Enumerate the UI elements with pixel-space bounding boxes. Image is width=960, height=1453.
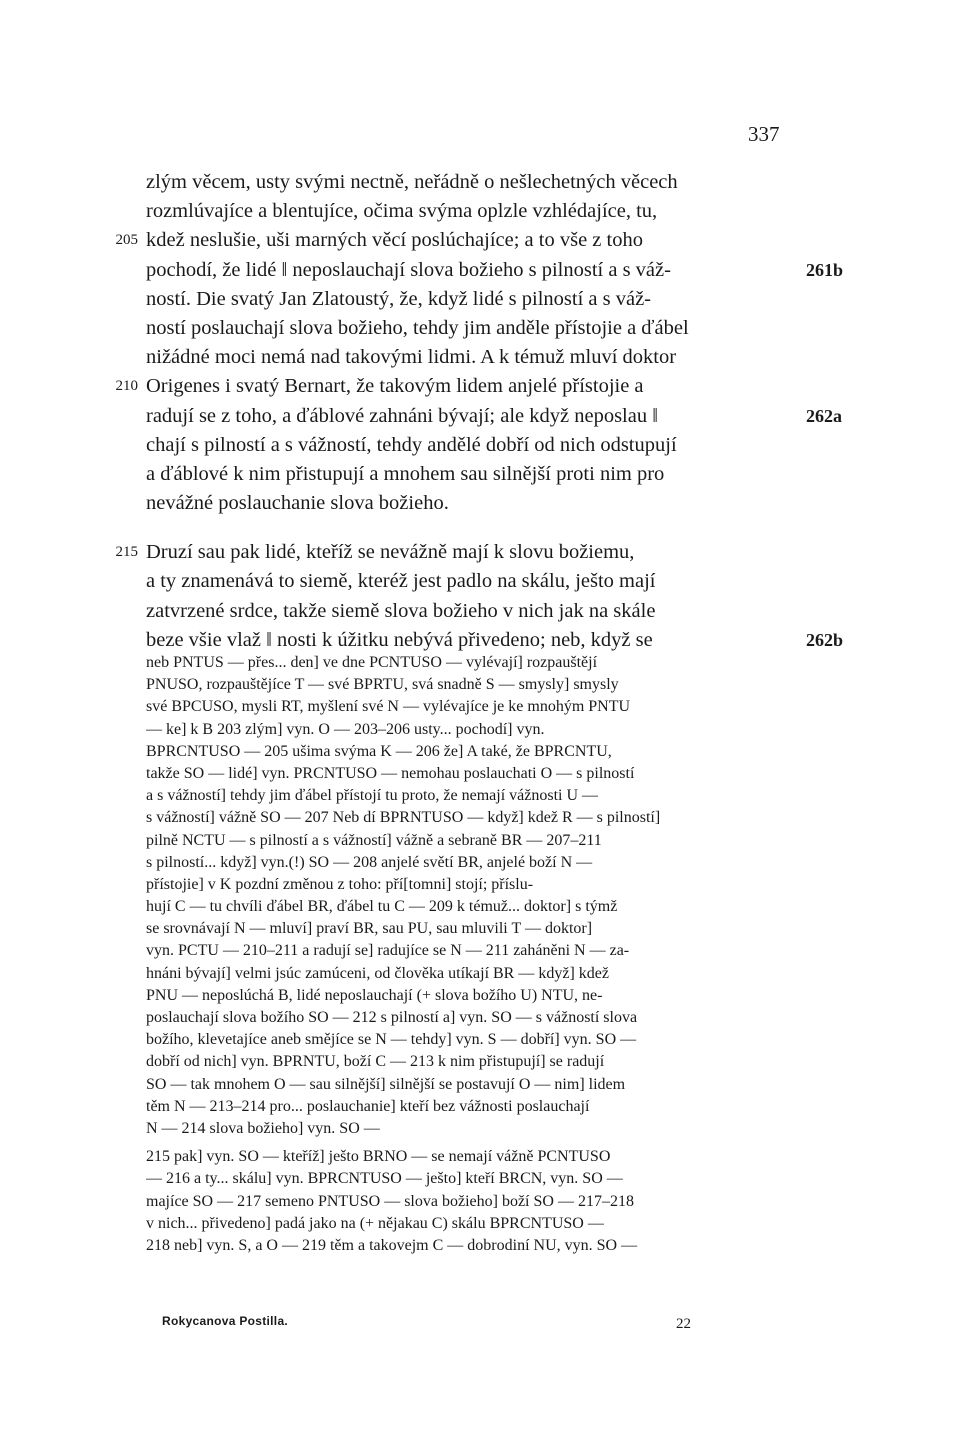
main-text-line (146, 168, 796, 197)
line-text: beze všie vlaž ‖ nosti k úžitku nebývá přivedeno; neb, když se (146, 628, 653, 651)
apparatus-line: poslauchají slova božího SO — 212 s pilností a] vyn. SO — s vážností slova (146, 1009, 638, 1026)
line-text: Origenes i svatý Bernart, že takovým lidem anjelé přístojie a (146, 375, 644, 398)
line-number: 215 (115, 544, 138, 561)
apparatus-line: pilně NCTU — s pilností a s vážností] vážně a sebraně BR — 207–211 (146, 831, 602, 849)
main-text-line (115, 226, 796, 255)
main-text-line (146, 567, 796, 596)
line-text: nižádné moci nemá nad takovými lidmi. A k témuž mluví doktor (146, 346, 677, 369)
main-text-line (146, 197, 796, 226)
apparatus-line: hnáni bývají] velmi jsúc zamúceni, od člověka utíkají BR — když] kdež (146, 964, 609, 982)
main-text-line (115, 538, 796, 567)
apparatus-line: těm N — 213–214 pro... poslauchanie] kteří bez vážnosti poslauchají (146, 1097, 590, 1115)
apparatus-line: s vážností] vážně SO — 207 Neb dí BPRNTUSO — když] kdež R — s pilností] (146, 809, 661, 827)
apparatus-line: 218 neb] vyn. S, a O — 219 těm a takovejm C — dobrodiní NU, vyn. SO — (146, 1236, 638, 1254)
line-text: kdež neslušie, uši marných věcí poslúchajíce; a to vše z toho (146, 229, 643, 252)
line-text: pochodí, že lidé ‖ neposlauchají slova božieho s pilností a s váž- (146, 258, 671, 281)
main-text-line (146, 343, 796, 372)
line-number: 205 (115, 232, 138, 249)
line-text: ností. Die svatý Jan Zlatoustý, že, když lidé s pilností a s váž- (146, 287, 652, 310)
apparatus-line: a s vážností] tehdy jim ďábel přístojí tu proto, že nemají vážnosti U — (146, 787, 599, 805)
apparatus-line: PNU — neposlúchá B, lidé neposlauchají (+ slova božího U) NTU, ne- (146, 986, 603, 1004)
line-text: zatvrzené srdce, takže siemě slova božieho v nich jak na skále (146, 599, 656, 622)
line-text: radují se z toho, a ďáblové zahnáni bývají; ale když neposlau ‖ (146, 404, 658, 427)
main-text-line (146, 431, 796, 460)
apparatus-line: takže SO — lidé] vyn. PRCNTUSO — nemohau poslauchati O — s pilností (146, 764, 635, 782)
critical-apparatus (146, 652, 796, 1257)
apparatus-line: své BPCUSO, mysli RT, myšlení své N — vylévajíce je ke mnohým PNTU (146, 698, 631, 716)
printer-signature: Rokycanova Postilla. (162, 1314, 289, 1328)
apparatus-line: BPRCNTUSO — 205 ušima svýma K — 206 že] A také, že BPRCNTU, (146, 742, 612, 760)
apparatus-line: v nich... přivedeno] padá jako na (+ nějakau C) skálu BPRCNTUSO — (146, 1214, 604, 1232)
main-text (115, 168, 844, 655)
apparatus-line: hují C — tu chvíli ďábel BR, ďábel tu C — 209 k témuž... doktor] s týmž (146, 898, 618, 916)
main-text-line (146, 597, 796, 626)
apparatus-line: neb PNTUS — přes... den] ve dne PCNTUSO — vylévají] rozpauštějí (146, 654, 598, 671)
apparatus-line: — 216 a ty... skálu] vyn. BPRCNTUSO — ješto] kteří BRCN, vyn. SO — (146, 1170, 623, 1188)
main-text-line (115, 372, 796, 401)
line-text: nevážné poslauchanie slova božieho. (146, 492, 449, 515)
line-text: rozmlúvajíce a blentujíce, očima svýma oplzle vzhlédajíce, tu, (146, 200, 658, 223)
line-text: Druzí sau pak lidé, kteříž se nevážně mají k slovu božiemu, (146, 541, 635, 564)
apparatus-line: 215 pak] vyn. SO — kteříž] ješto BRNO — se nemají vážně PCNTUSO (146, 1148, 611, 1166)
apparatus-line: s pilností... když] vyn.(!) SO — 208 anjelé světí BR, anjelé boží N — (146, 853, 593, 871)
folio-reference: 262a (806, 405, 842, 426)
apparatus-line: přístojie] v K pozdní změnou z toho: pří[tomni] stojí; příslu- (146, 875, 534, 893)
apparatus-line: vyn. PCTU — 210–211 a radují se] radujíce se N — 211 zaháněni N — za- (146, 942, 630, 960)
folio-reference: 262b (806, 629, 844, 650)
apparatus-line: se srovnávají N — mluví] praví BR, sau PU, sau mluvili T — doktor] (146, 920, 593, 938)
apparatus-line: PNUSO, rozpauštějíce T — své BPRTU, svá snadně S — smysly] smysly (146, 676, 619, 694)
main-text-line (146, 285, 796, 314)
apparatus-line: majíce SO — 217 semeno PNTUSO — slova božieho] boží SO — 217–218 (146, 1192, 634, 1210)
apparatus-line: N — 214 slova božieho] vyn. SO — (146, 1119, 380, 1137)
main-text-line (146, 489, 796, 518)
folio-reference: 261b (806, 259, 844, 280)
main-text-line (146, 626, 844, 655)
main-text-line (146, 402, 842, 431)
main-text-line (146, 314, 796, 343)
page-number: 337 (748, 122, 780, 146)
line-text: chají s pilností a s vážností, tehdy andělé dobří od nich odstupují (146, 433, 677, 456)
main-text-line (146, 256, 844, 285)
line-text: a ty znamenává to siemě, kteréž jest padlo na skálu, ješto mají (146, 570, 656, 593)
line-text: zlým věcem, usty svými nectně, neřádně o nešlechetných věcech (146, 171, 678, 193)
line-text: a ďáblové k nim přistupují a mnohem sau silnější proti nim pro (146, 462, 665, 485)
sheet-number: 22 (676, 1316, 691, 1332)
line-number: 210 (115, 378, 138, 395)
apparatus-line: SO — tak mnohem O — sau silnější] silnější se postavují O — nim] lidem (146, 1075, 626, 1093)
apparatus-line: božího, klevetajíce aneb smějíce se N — tehdy] vyn. S — dobří] vyn. SO — (146, 1031, 637, 1049)
line-text: ností poslauchají slova božieho, tehdy jim anděle přístojie a ďábel (146, 316, 689, 339)
apparatus-line: — ke] k B 203 zlým] vyn. O — 203–206 usty... pochodí] vyn. (146, 720, 545, 738)
main-text-line (146, 460, 796, 489)
apparatus-line: dobří od nich] vyn. BPRNTU, boží C — 213 k nim přistupují] se radují (146, 1053, 605, 1071)
